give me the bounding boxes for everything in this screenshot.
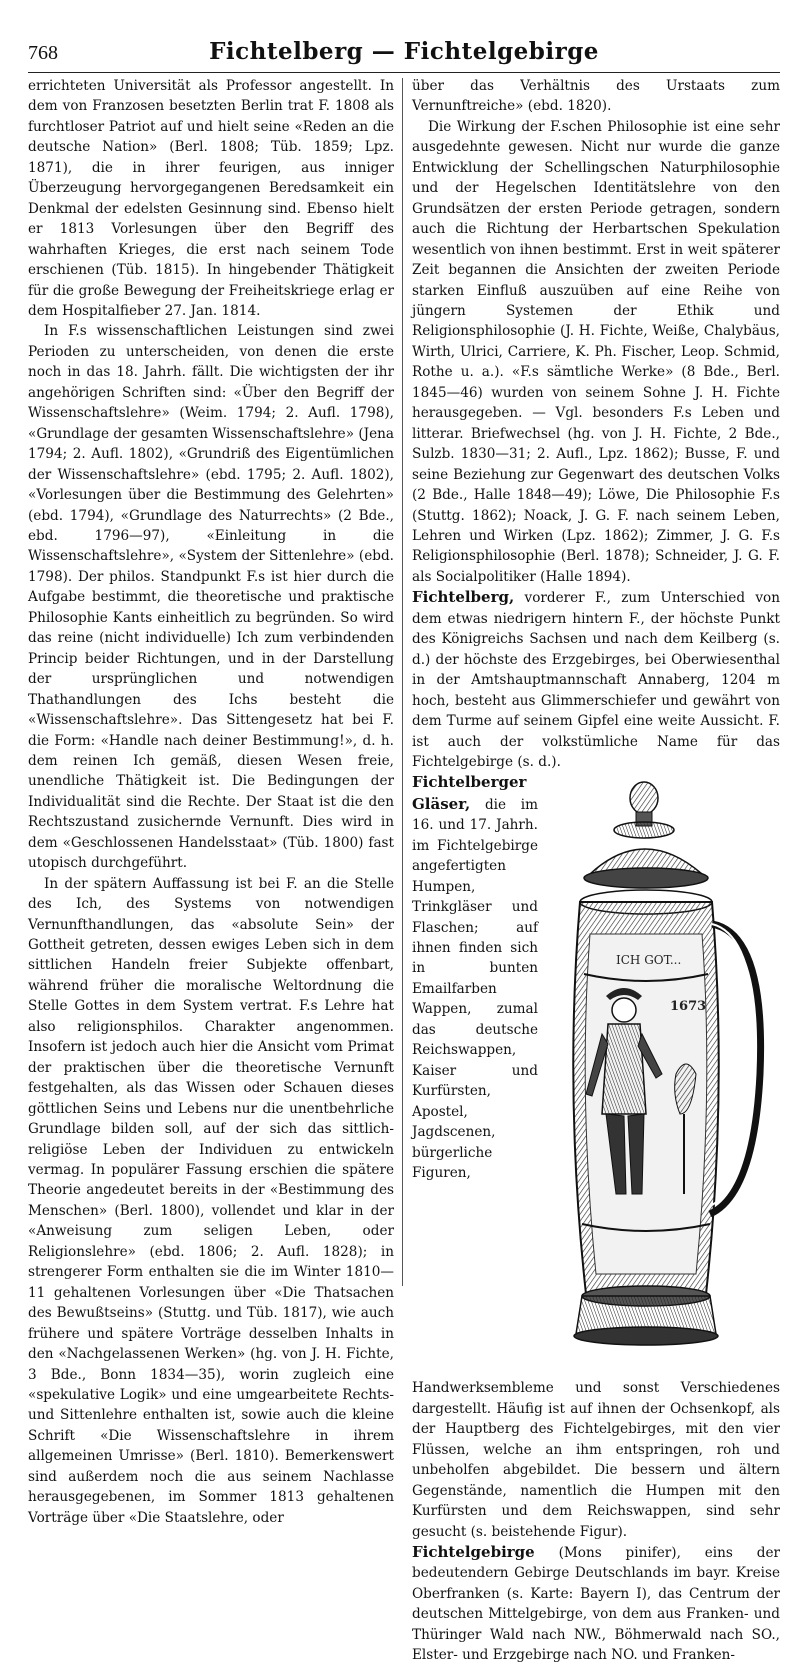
entry-fichtelberg bbox=[412, 587, 780, 772]
headword: Fichtelberg, bbox=[412, 588, 515, 607]
right-column bbox=[412, 76, 780, 1666]
paragraph: über das Verhältnis des Urstaats zum Vernunftreiche» (ebd. 1820). bbox=[412, 78, 780, 115]
humpen-drawing bbox=[546, 774, 784, 1376]
paragraph: In F.s wissenschaftlichen Leistungen sind zwei Perioden zu unterscheiden, von denen die erste noch in das 18. Jahrh. fällt. Die wichtigsten der ihr angehörigen Schriften sind: «Über den Begriff der Wissenschaftslehre» (Weim. 1794; 2. Aufl. 1798), «Grundlage der gesamten Wissenschaftslehre» (Jena 1794; 2. Aufl. 1802), «Grundriß des Eigentümlichen der Wissenschaftslehre» (ebd. 1795; 2. Aufl. 1802), «Vorlesungen über die Bestimmung des Gelehrten» (ebd. 1794), «Grundlage des Naturrechts» (2 Bde., ebd. 1796—97), «Einleitung in die Wissenschaftslehre», «System der Sittenlehre» (ebd. 1798). Der philos. Standpunkt F.s ist hier durch die Aufgabe bestimmt, die theoretische und praktische Philosophie Kants einheitlich zu begründen. So wird das reine (nicht individuelle) Ich zum verbindenden Princip beider Richtungen, und in der Darstellung der ursprünglichen und notwendigen Thathandlungen des Ichs besteht die «Wissenschaftslehre». Das Sittengesetz hat bei F. die Form: «Handle nach deiner Bestimmung!», d. h. dem reinen Ich gemäß, diesen Wesen freie, unendliche Thätigkeit ist. Die Bedingungen der Individualität sind die Rechte. Der Staat ist die den Rechtszustand zusichernde Vernunft. Dies wird in dem «Geschlossenen Handelsstaat» (Tüb. 1800) fast utopisch durchgeführt. bbox=[28, 323, 395, 872]
entry-text: die im 16. und 17. Jahrh. im Fichtelgebirge angefertigten Humpen, Trinkgläser und Flaschen; auf ihnen finden sich in bunten Emailfarben Wappen, zumal das deutsche Reichswappen, Kaiser und Kurfürsten, Apostel, Jagdscenen, bürgerliche Figuren, Handwerksembleme und sonst Verschiedenes dargestellt. Häufig ist auf ihnen der Ochsenkopf, als der Hauptberg des Fichtelgebirges, mit den vier Flüssen, welche an ihm entspringen, roh und unbeholfen abgebildet. Die bessern und ältern Gegenstände, namentlich die Humpen mit den Kurfürsten und dem Reichswappen, sind sehr gesucht (s. beistehende Figur). bbox=[412, 796, 780, 1540]
entry-fichtelberger-glaeser bbox=[412, 772, 780, 1542]
page-number: 768 bbox=[28, 42, 58, 64]
entry-text: vorderer F., zum Unterschied von dem etwas niedrigern hintern F., der höchste Punkt des Königreichs Sachsen und nach dem Keilberg (s. d.) der höchste des Erzgebirges, bei Oberwiesenthal in der Amtshauptmannschaft Annaberg, 1204 m hoch, besteht aus Glimmerschiefer und gewährt von dem Turme auf seinem Gipfel eine weite Aussicht. F. ist auch der volkstümliche Name für das Fichtelgebirge (s. d.). bbox=[412, 590, 780, 770]
paragraph: Die Wirkung der F.schen Philosophie ist eine sehr ausgedehnte gewesen. Nicht nur wurde die ganze Entwicklung der Schellingschen Naturphilosophie und der Hegelschen Identitätslehre von den Grundsätzen der ersten Periode getragen, sondern auch die Richtung der Herbartschen Spekulation wesentlich von ihnen bestimmt. Erst in weit späterer Zeit begannen die Ansichten der zweiten Periode starken Einfluß auszuüben auf eine Reihe von jüngern Systemen der Ethik und Religionsphilosophie (J. H. Fichte, Weiße, Chalybäus, Wirth, Ulrici, Carriere, K. Ph. Fischer, Leop. Schmid, Rothe u. a.). «F.s sämtliche Werke» (8 Bde., Berl. 1845—46) wurden von seinem Sohne J. H. Fichte herausgegeben. — Vgl. besonders F.s Leben und litterar. Briefwechsel (hg. von J. H. Fichte, 2 Bde., Sulzb. 1830—31; 2. Aufl., Lpz. 1862); Busse, F. und seine Beziehung zur Gegenwart des deutschen Volks (2 Bde., Halle 1848—49); Löwe, Die Philosophie F.s (Stuttg. 1862); Noack, J. G. F. nach seinem Leben, Lehren und Wirken (Lpz. 1862); Zimmer, J. G. F.s Religionsphilosophie (Berl. 1878); Schneider, J. G. F. als Socialpolitiker (Halle 1894). bbox=[412, 118, 780, 585]
glass-year: 1673 bbox=[670, 999, 707, 1015]
humpen-illustration bbox=[546, 774, 784, 1376]
left-column bbox=[28, 76, 394, 1528]
headword: Fichtelgebirge bbox=[412, 1543, 535, 1562]
paragraph: In der spätern Auffassung ist bei F. an die Stelle des Ich, des Systems von notwendigen Vernunfthandlungen, das «absolute Sein» der Gottheit getreten, dessen ewiges Leben sich in dem sittlichen Handeln freier Subjekte offenbart, während früher die moralische Weltordnung die Stelle Gottes in dem System vertrat. F.s Lehre hat also religionsphilos. Charakter angenommen. Insofern ist jedoch auch hier die Ansicht vom Primat der praktischen über die theoretische Vernunft festgehalten, als das Wissen oder Schauen dieses göttlichen Seins und Lebens nur die unentbehrliche Grundlage bilden soll, auf der sich das sittlich-religiöse Leben der Individuen zu entwickeln vermag. In populärer Fassung erschien die spätere Theorie angedeutet bereits in der «Bestimmung des Menschen» (Berl. 1800), vollendet und klar in der «Anweisung zum seligen Leben, oder Religionslehre» (ebd. 1806; 2. Aufl. 1828); in strengerer Form enthalten sie die im Winter 1810—11 gehaltenen Vorlesungen über «Die Thatsachen des Bewußtseins» (Stuttg. und Tüb. 1817), wie auch frühere und spätere Vorträge desselben Inhalts in den «Nachgelassenen Werken» (hg. von J. H. Fichte, 3 Bde., Bonn 1834—35), worin zugleich eine «spekulative Logik» und eine umgearbeitete Rechts- und Sittenlehre enthalten ist, sowie auch die kleine Schrift «Die Wissenschaftslehre in ihrem allgemeinen Umrisse» (Berl. 1810). Bemerkenswert sind außerdem noch die aus seinem Nachlasse herausgegebenen, im Sommer 1813 gehaltenen Vorträge über «Die Staatslehre, oder bbox=[28, 875, 394, 1526]
running-title: Fichtelberg — Fichtelgebirge bbox=[209, 38, 599, 65]
column-divider bbox=[402, 78, 403, 1286]
entry-fichtelgebirge bbox=[412, 1542, 780, 1666]
page-header bbox=[28, 38, 780, 73]
glass-inscription: ICH GOT... bbox=[616, 953, 682, 968]
headword: Fichtelberger Gläser, bbox=[412, 773, 527, 813]
entry-text: (Mons pinifer), eins der bedeutendern Gebirge Deutschlands im bayr. Kreise Oberfranken (s. Karte: Bayern I), das Centrum der deutschen Mittelgebirge, von dem aus Franken- und Thüringer Wald nach NW., Böhmerwald nach SO., Elster- und Erzgebirge nach NO. und Franken- bbox=[412, 1545, 780, 1664]
paragraph: errichteten Universität als Professor angestellt. In dem von Franzosen besetzten Berlin trat F. 1808 als furchtloser Patriot auf und hielt seine «Reden an die deutsche Nation» (Berl. 1808; Tüb. 1859; Lpz. 1871), die in ihrer feurigen, aus inniger Überzeugung hervorgegangenen Beredsamkeit ein Denkmal der edelsten Gesinnung sind. Ebenso hielt er 1813 Vorlesungen über den Begriff des wahrhaften Krieges, die erst nach seinem Tode erschienen (Tüb. 1815). In hingebender Thätigkeit für die große Bewegung der Freiheitskriege erlag er dem Hospitalfieber 27. Jan. 1814. bbox=[28, 78, 394, 319]
